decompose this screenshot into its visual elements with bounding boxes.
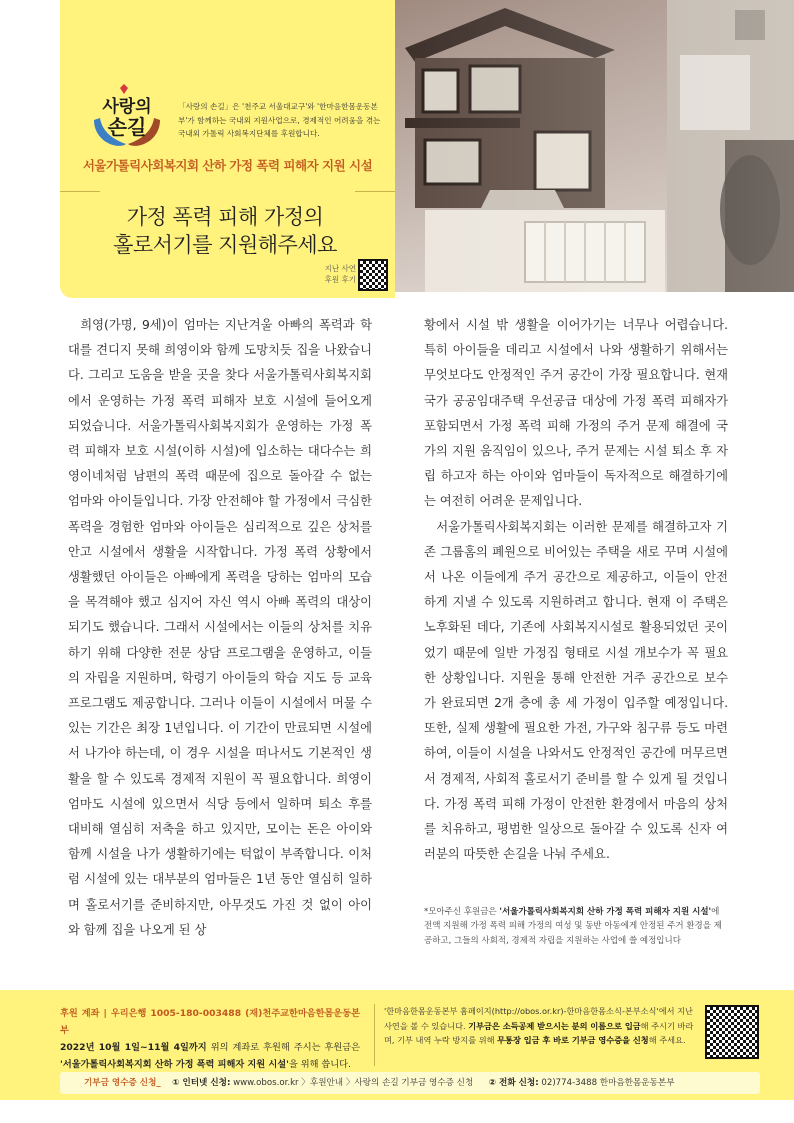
article-left-column (68, 313, 372, 943)
receipt-request-bar (60, 1072, 760, 1094)
notice-part-2: 해 주시기 바라며, 기부 내역 누락 방지를 위해 (384, 1020, 694, 1045)
donation-period: 2022년 10월 1일~11월 4일까지 (60, 1042, 207, 1053)
facility-name: 서울가톨릭사회복지회 산하 가정 폭력 피해자 지원 시설 (82, 158, 373, 173)
notice-part-3: 해 주세요. (648, 1035, 686, 1045)
intro-text: 「사랑의 손길」은 '천주교 서울대교구'와 '한마음한몸운동본부'가 함께하는 국내외 지원사업으로, 경제적인 어려움을 겪는 국내외 가톨릭 사회복지단체를 후원합니다. (178, 102, 381, 138)
article-paragraph-continued: 황에서 시설 밖 생활을 이어가기는 너무나 어렵습니다. 특히 아이들을 데리고 시설에서 나와 생활하기 위해서는 무엇보다도 안정적인 주거 공간이 가장 필요합니다. 현재 국가 공공임대주택 우선공급 대상에 가정 폭력 피해자가 포함되면서 가정 폭력 피해 가정의 주거 문제 해결에 국가의 지원 움직임이 있으나, 주거 문제는 시설 퇴소 후 자립 하고자 하는 아이와 엄마들이 독자적으로 해결하기에는 여전히 어려운 문제입니다. (424, 318, 728, 509)
article-paragraph: 희영(가명, 9세)이 엄마는 지난겨울 아빠의 폭력과 학대를 견디지 못해 희영이와 함께 도망치듯 집을 나왔습니다. 그리고 도움을 받을 곳을 찾다 서울가톨릭사회복지회에서 운영하는 가정 폭력 피해자 보호 시설에 들어오게 되었습니다. 서울가톨릭사회복지회가 운영하는 가정 폭력 피해자 보호 시설(이하 시설)에 입소하는 대다수는 희영이네처럼 남편의 폭력 때문에 집으로 돌아갈 수 없는 엄마와 아이들입니다. 가장 안전해야 할 가정에서 극심한 폭력을 경험한 엄마와 아이들은 심리적으로 깊은 상처를 안고 시설에서 생활을 시작합니다. 가정 폭력 상황에서 생활했던 아이들은 아빠에게 폭력을 당하는 엄마의 모습을 목격해야 했고 심지어 자신 역시 아빠 폭력의 대상이 되기도 했습니다. 그래서 시설에서는 이들의 상처를 치유하기 위해 다양한 전문 상담 프로그램을 운영하고, 이들의 자립을 지원하며, 학령기 아이들의 학습 지도 등 교육 프로그램도 제공합니다. 그러나 이들이 시설에서 머물 수 있는 기간은 최장 1년입니다. 이 기간이 만료되면 시설에서 나가야 하는데, 이 경우 시설을 떠나서도 기본적인 생활을 할 수 있도록 경제적 지원이 꼭 필요합니다. 희영이 엄마도 시설에 있으면서 식당 등에서 일하며 퇴소 후를 대비해 열심히 저축을 하고 있지만, 모이는 돈은 아이와 함께 시설을 나가 생활하기에는 턱없이 부족합니다. 이처럼 시설에 있는 대부분의 엄마들은 1년 동안 열심히 일하며 홀로서기를 준비하지만, 아무것도 가진 것 없이 아이와 함께 집을 나오게 된 상 (68, 318, 372, 937)
past-story-label (298, 263, 356, 285)
love-hands-logo (88, 82, 166, 152)
internet-request-link[interactable]: www.obos.or.kr 〉후원안내 〉사랑의 손길 기부금 영수증 신청 (230, 1078, 474, 1088)
footer-divider (374, 1004, 375, 1066)
qr-code-icon[interactable] (358, 259, 388, 291)
article-paragraph: 서울가톨릭사회복지회는 이러한 문제를 해결하고자 기존 그룹홈의 폐원으로 비어있는 주택을 새로 꾸며 시설에서 나온 이들에게 주거 공간으로 제공하고, 이들이 안전하게 지낼 수 있도록 지원하려고 합니다. 현재 이 주택은 노후화된 데다, 기존에 사회복지시설로 활용되었던 곳이었기 때문에 일반 가정집 형태로 시설 개보수가 꼭 필요한 상황입니다. 지원을 통해 안전한 거주 공간으로 보수가 완료되면 2개 층에 총 세 가정이 입주할 예정입니다. 또한, 실제 생활에 필요한 가전, 가구와 침구류 등도 마련하여, 이들이 시설을 나와서도 안정적인 공간에 머무르면서 경제적, 사회적 홀로서기 준비를 할 수 있게 될 것입니다. 가정 폭력 피해 가정이 안전한 환경에서 마음의 상처를 치유하고, 평범한 일상으로 돌아갈 수 있도록 신자 여러분의 따뜻한 손길을 나눠 주세요. (424, 519, 728, 862)
receipt-title: 기부금 영수증 신청_ (84, 1078, 161, 1088)
svg-text:손길: 손길 (107, 115, 147, 139)
headline-divider-left (60, 191, 100, 192)
phone-request-number: 02)774-3488 한마음한몸운동본부 (538, 1078, 675, 1088)
notice-part-1: '한마음한몸운동본부 홈페이지(http://obos.or.kr)-한마음한몸소식-본부소식'에서 지난 사연을 볼 수 있습니다. (384, 1006, 693, 1031)
page-title (70, 203, 380, 259)
qr-code-icon[interactable] (705, 1005, 759, 1059)
donation-period-text (60, 1039, 360, 1073)
footnote (424, 905, 730, 948)
donation-info (60, 1005, 360, 1073)
internet-request-label: ① 인터넷 신청: (172, 1078, 231, 1088)
past-story-line-2: 후원 후기 (324, 275, 356, 284)
donation-target: '서울가톨릭사회복지회 산하 가정 폭력 피해자 지원 시설' (60, 1059, 289, 1070)
hands-heart-icon (88, 82, 166, 152)
footnote-facility: '서울가톨릭사회복지회 산하 가정 폭력 피해자 지원 시설' (499, 907, 712, 917)
period-rest: 위의 계좌로 후원해 주시는 후원금은 (206, 1042, 360, 1053)
title-line-1: 가정 폭력 피해 가정의 (126, 205, 324, 229)
past-story-line-1: 지난 사연 (324, 264, 356, 273)
notice-bold-2: 무통장 입금 후 바로 기부금 영수증을 신청 (497, 1035, 649, 1045)
house-photo (395, 0, 794, 292)
donation-notice (384, 1004, 698, 1048)
article-right-column (424, 313, 728, 867)
bank-account: 후원 계좌 | 우리은행 1005-180-003488 (재)천주교한마음한몸운동본부 (60, 1008, 360, 1036)
footnote-rest: 에 전액 지원해 가정 폭력 피해 가정의 여성 및 동반 아동에게 안정된 주거 환경을 제공하고, 그들의 사회적, 경제적 자립을 지원하는 사업에 쓸 예정입니다 (424, 907, 722, 946)
svg-text:사랑의: 사랑의 (102, 97, 152, 117)
title-line-2: 홀로서기를 지원해주세요 (113, 233, 337, 257)
headline-divider-right (355, 191, 395, 192)
phone-request-label: ② 전화 신청: (488, 1078, 539, 1088)
notice-bold-1: 기부금은 소득공제 받으시는 분의 이름으로 입금 (468, 1020, 641, 1031)
footnote-prefix: *모아주신 후원금은 (424, 907, 500, 917)
target-rest: 을 위해 씁니다. (288, 1059, 351, 1070)
house-illustration (395, 0, 794, 292)
